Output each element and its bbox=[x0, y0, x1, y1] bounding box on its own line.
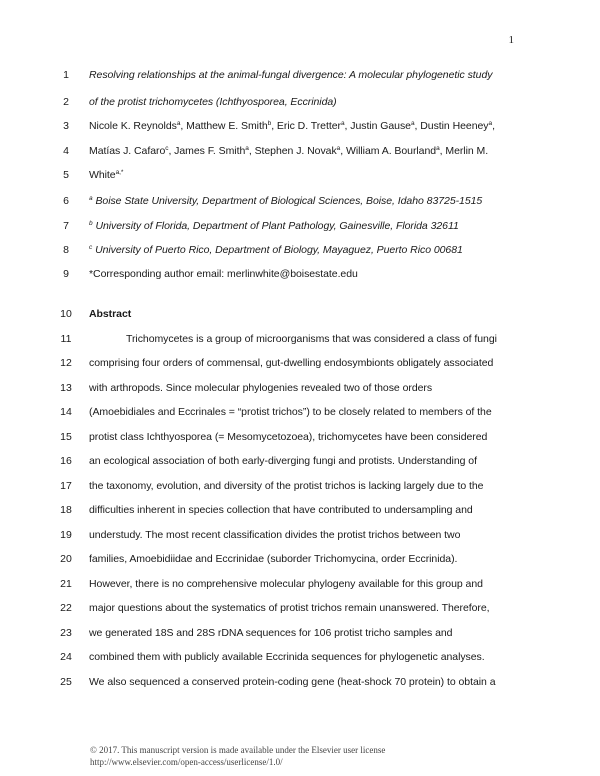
title-line-2: of the protist trichomycetes (Ichthyosporea, Eccrinida) bbox=[89, 96, 337, 108]
abstract-line: major questions about the systematics of protist trichos remain unanswered. Therefore, bbox=[89, 602, 490, 614]
license-notice: © 2017. This manuscript version is made available under the Elsevier user license bbox=[90, 745, 386, 755]
abstract-line: families, Amoebidiidae and Eccrinidae (suborder Trichomycina, order Eccrinida). bbox=[89, 553, 458, 565]
abstract-line: (Amoebidiales and Eccrinales = “protist trichos”) to be closely related to members of the bbox=[89, 406, 492, 418]
page-number: 1 bbox=[508, 34, 514, 46]
author-line-1: Nicole K. Reynolds$^a$, Matthew E. Smith$^b$, Eric D. Tretter$^a$, Justin Gause$^a$, Dustin Heeney$^a$, bbox=[89, 120, 495, 132]
line-number: 11 bbox=[60, 333, 72, 345]
abstract-line: combined them with publicly available Eccrinida sequences for phylogenetic analyses. bbox=[89, 651, 485, 663]
abstract-line: with arthropods. Since molecular phylogenies revealed two of those orders bbox=[89, 382, 433, 394]
abstract-line: difficulties inherent in species collection that have contributed to undersampling and bbox=[89, 504, 473, 516]
line-number: 15 bbox=[60, 431, 72, 443]
abstract-line: Trichomycetes is a group of microorganisms that was considered a class of fungi bbox=[126, 333, 497, 345]
abstract-line: an ecological association of both early-diverging fungi and protists. Understanding of bbox=[89, 455, 477, 467]
line-number: 6 bbox=[63, 195, 69, 207]
line-number: 25 bbox=[60, 676, 72, 688]
abstract-line: understudy. The most recent classification divides the protist trichos between two bbox=[89, 529, 461, 541]
line-number: 17 bbox=[60, 480, 72, 492]
line-number: 18 bbox=[60, 504, 72, 516]
line-number: 14 bbox=[60, 406, 72, 418]
line-number: 10 bbox=[60, 308, 72, 320]
line-number: 4 bbox=[63, 145, 69, 157]
line-number: 2 bbox=[63, 96, 69, 108]
line-number: 19 bbox=[60, 529, 72, 541]
line-number: 7 bbox=[63, 220, 69, 232]
abstract-heading: Abstract bbox=[89, 308, 132, 320]
line-number: 13 bbox=[60, 382, 72, 394]
abstract-line: we generated 18S and 28S rDNA sequences for 106 protist tricho samples and bbox=[89, 627, 453, 639]
line-number: 9 bbox=[63, 268, 69, 280]
abstract-line: However, there is no comprehensive molecular phylogeny available for this group and bbox=[89, 578, 483, 590]
line-number: 21 bbox=[60, 578, 72, 590]
abstract-line: We also sequenced a conserved protein-coding gene (heat-shock 70 protein) to obtain a bbox=[89, 676, 496, 688]
affiliation-a: $^a$ Boise State University, Department of Biological Sciences, Boise, Idaho 83725-1515 bbox=[89, 195, 483, 207]
abstract-line: the taxonomy, evolution, and diversity of the protist trichos is lacking largely due to the bbox=[89, 480, 484, 492]
line-number: 8 bbox=[63, 244, 69, 256]
title-line-1: Resolving relationships at the animal-fungal divergence: A molecular phylogenetic study bbox=[89, 69, 493, 81]
affiliation-b: $^b$ University of Florida, Department of Plant Pathology, Gainesville, Florida 32611 bbox=[89, 220, 459, 232]
line-number: 1 bbox=[63, 69, 69, 81]
line-number: 16 bbox=[60, 455, 72, 467]
line-number: 12 bbox=[60, 357, 72, 369]
line-number: 3 bbox=[63, 120, 69, 132]
line-number: 22 bbox=[60, 602, 72, 614]
license-url[interactable]: http://www.elsevier.com/open-access/userlicense/1.0/ bbox=[90, 757, 283, 767]
line-number: 5 bbox=[63, 169, 69, 181]
line-number: 23 bbox=[60, 627, 72, 639]
abstract-line: comprising four orders of commensal, gut-dwelling endosymbionts obligately associated bbox=[89, 357, 494, 369]
abstract-line: protist class Ichthyosporea (= Mesomycetozoea), trichomycetes have been considered bbox=[89, 431, 488, 443]
author-line-3: White$^{a,*}$ bbox=[89, 169, 124, 181]
line-number: 20 bbox=[60, 553, 72, 565]
affiliation-c: $^c$ University of Puerto Rico, Department of Biology, Mayaguez, Puerto Rico 00681 bbox=[89, 244, 463, 256]
author-line-2: Matías J. Cafaro$^c$, James F. Smith$^a$, Stephen J. Novak$^a$, William A. Bourland$^a$, Merlin M. bbox=[89, 145, 489, 157]
line-number: 24 bbox=[60, 651, 72, 663]
corresponding-author: *Corresponding author email: merlinwhite@boisestate.edu bbox=[89, 268, 358, 280]
